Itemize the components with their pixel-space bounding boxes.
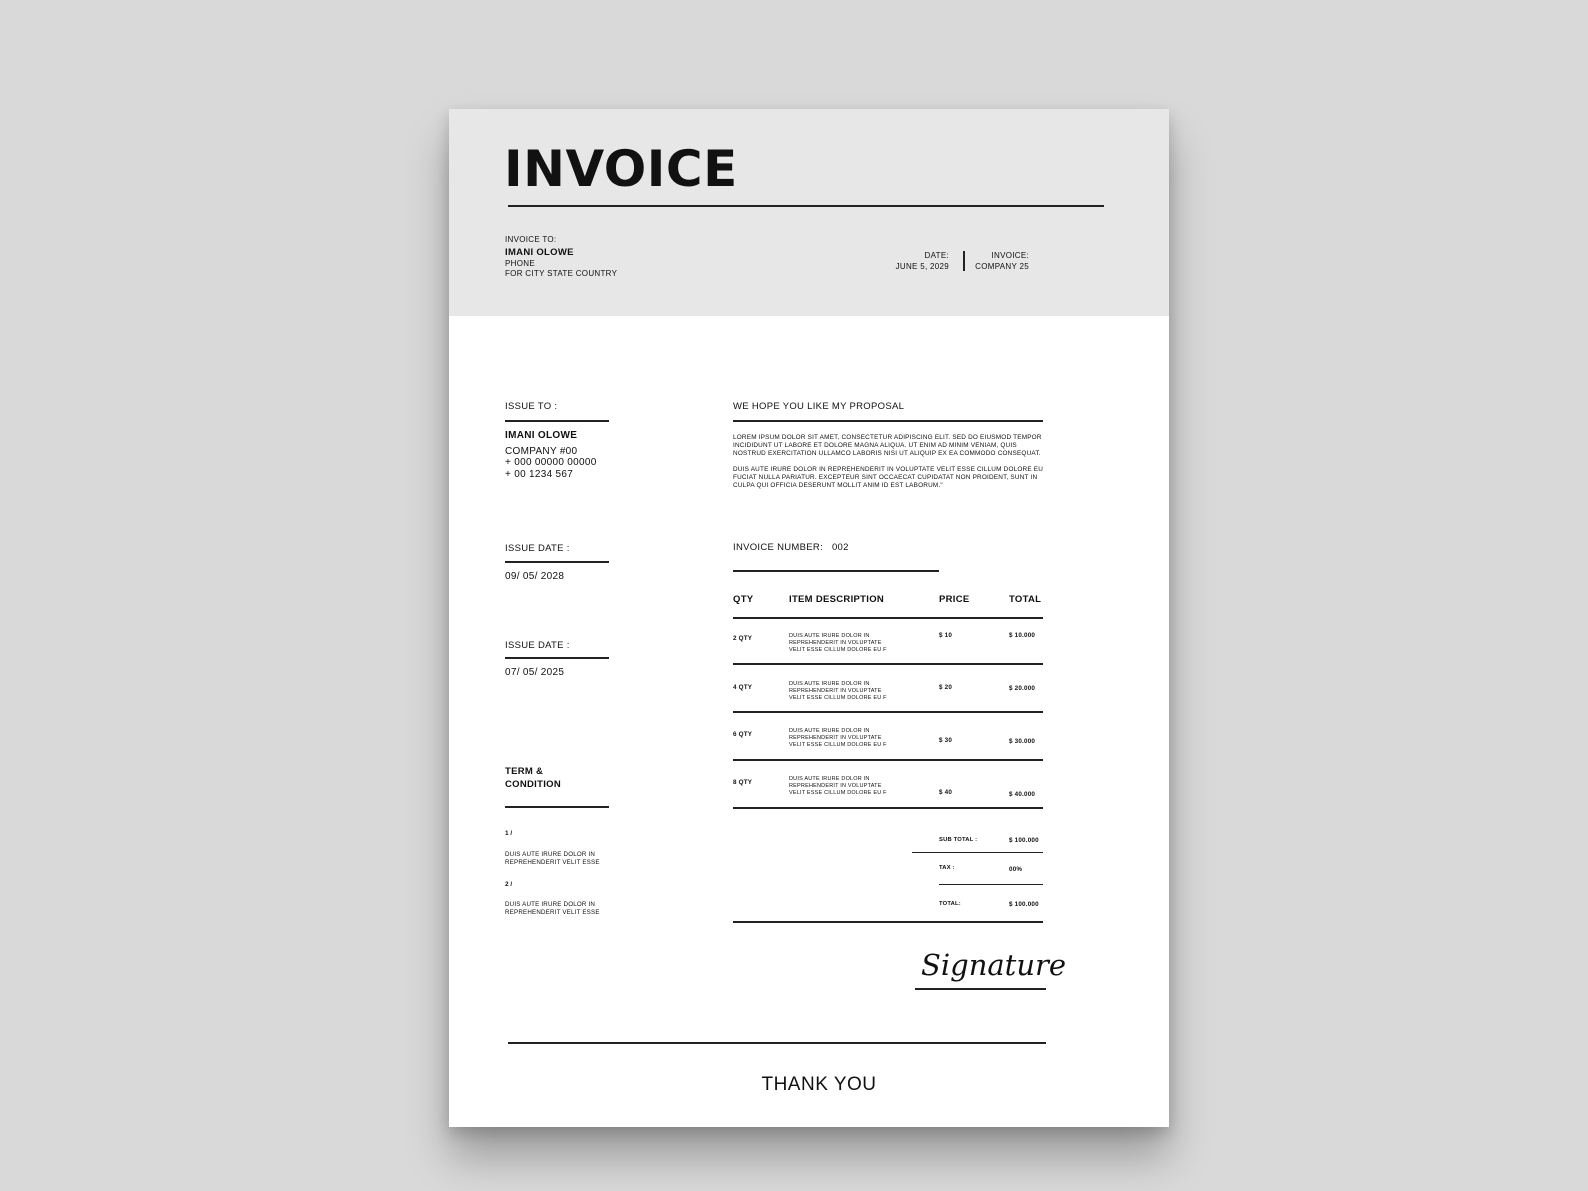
row-4-qty: 8 QTY: [733, 779, 753, 786]
signature-block: [919, 941, 1067, 991]
term-1-text: [505, 851, 600, 867]
tax-label: TAX :: [939, 865, 955, 871]
proposal-paragraph-1: LOREM IPSUM DOLOR SIT AMET, CONSECTETUR ADIPISCING ELIT. SED DO EIUSMOD TEMPOR INCIDIDUNT UT LABORE ET DOLORE MAGNA ALIQUA. UT ENIM AD MINIM VENIAM, QUIS NOSTRUD EXERCITATION ULLAMCO LABORIS NISI UT ALIQUIP EX EA COMMODO CONSEQUAT.: [733, 434, 1042, 457]
invoice-to-label: INVOICE TO:: [505, 235, 557, 244]
row-4-total: $ 40.000: [1009, 791, 1036, 798]
row-3-desc: DUIS AUTE IRURE DOLOR IN REPREHENDERIT IN VOLUPTATE VELIT ESSE CILLUM DOLORE EU F: [789, 728, 887, 748]
issue-to-details: [505, 430, 597, 480]
issue-to-phone2: + 00 1234 567: [505, 468, 574, 480]
signature-text: Signature: [921, 948, 1067, 982]
invoice-title: INVOICE: [504, 140, 738, 198]
invoice-number-rule: [733, 570, 939, 572]
term-1-line1: DUIS AUTE IRURE DOLOR IN: [505, 851, 596, 858]
proposal-rule: [733, 420, 1043, 422]
subtotal-label: SUB TOTAL :: [939, 837, 978, 843]
header-divider: [508, 205, 1104, 207]
row-1-total: $ 10.000: [1009, 632, 1036, 639]
date-value: JUNE 5, 2029: [895, 261, 949, 271]
proposal-paragraph-2: DUIS AUTE IRURE DOLOR IN REPREHENDERIT IN VOLUPTATE VELIT ESSE CILLUM DOLORE EU FUCIAT NULLA PARIATUR. EXCEPTEUR SINT OCCAECAT CUPIDATAT NON PROIDENT, SUNT IN CULPA QUI OFFICIA DESERUNT MOLLIT ANIM ID EST LABORUM.": [733, 466, 1044, 489]
tax-value: 00%: [1009, 866, 1023, 873]
footer-rule: [508, 1042, 1046, 1044]
issue-to-company: COMPANY #00: [505, 445, 578, 457]
date-block: [849, 251, 949, 272]
row-2-price: $ 20: [939, 684, 953, 691]
row-2-total: $ 20.000: [1009, 685, 1036, 692]
subtotal-value: $ 100.000: [1009, 837, 1039, 844]
client-address: FOR CITY STATE COUNTRY: [505, 269, 618, 278]
tax-rule: [939, 884, 1043, 885]
term-2-text: [505, 901, 600, 917]
col-desc-header: ITEM DESCRIPTION: [789, 594, 885, 605]
invoice-number: [733, 542, 849, 553]
issue-to-phone1: + 000 00000 00000: [505, 457, 597, 468]
row-4-price: $ 40: [939, 789, 953, 796]
row-1-qty: 2 QTY: [733, 635, 753, 642]
term-2-number: 2 /: [505, 881, 513, 888]
proposal-heading: WE HOPE YOU LIKE MY PROPOSAL: [733, 401, 905, 412]
terms-heading-line1: TERM &: [505, 766, 544, 777]
thank-you-text: THANK YOU: [761, 1074, 877, 1095]
issue-date-1-label: ISSUE DATE :: [505, 543, 570, 554]
totals-rule: [733, 921, 1043, 923]
invoice-header: [449, 109, 1169, 316]
row-2-desc: DUIS AUTE IRURE DOLOR IN REPREHENDERIT IN VOLUPTATE VELIT ESSE CILLUM DOLORE EU F: [789, 681, 887, 701]
terms-heading-line2: CONDITION: [505, 779, 562, 790]
row-3-rule: [733, 759, 1043, 761]
col-price-header: PRICE: [939, 594, 970, 605]
invoice-ref-value: COMPANY 25: [975, 261, 1029, 271]
invoice-ref-label: INVOICE:: [991, 251, 1029, 260]
row-4-desc: DUIS AUTE IRURE DOLOR IN REPREHENDERIT IN VOLUPTATE VELIT ESSE CILLUM DOLORE EU F: [789, 776, 887, 796]
row-3-price: $ 30: [939, 737, 953, 744]
issue-date-2-rule: [505, 657, 609, 659]
row-2-rule: [733, 711, 1043, 713]
invoice-ref-block: [969, 251, 1029, 272]
row-1-desc: DUIS AUTE IRURE DOLOR IN REPREHENDERIT IN VOLUPTATE VELIT ESSE CILLUM DOLORE EU F: [789, 633, 887, 653]
row-1-rule: [733, 663, 1043, 665]
row-2-qty: 4 QTY: [733, 684, 753, 691]
invoice-page: [449, 109, 1169, 1127]
invoice-to-block: [505, 235, 617, 280]
row-4-rule: [733, 807, 1043, 809]
invoice-number-value: 002: [831, 542, 849, 553]
signature-image: [919, 941, 1067, 986]
issue-to-rule: [505, 420, 609, 422]
col-qty-header: QTY: [733, 594, 754, 605]
terms-rule: [505, 806, 609, 808]
issue-to-label: ISSUE TO :: [505, 401, 558, 412]
issue-to-name: IMANI OLOWE: [505, 430, 578, 441]
term-1-number: 1 /: [505, 830, 513, 837]
date-separator: [963, 251, 965, 271]
issue-date-1-rule: [505, 561, 609, 563]
terms-heading: [505, 765, 561, 791]
date-label: DATE:: [924, 251, 949, 260]
row-3-total: $ 30.000: [1009, 738, 1036, 745]
term-2-line2: REPREHENDERIT VELIT ESSE: [505, 909, 600, 916]
issue-date-2-label: ISSUE DATE :: [505, 640, 570, 651]
subtotal-rule: [912, 852, 1043, 853]
table-header-rule: [733, 617, 1043, 619]
total-label: TOTAL:: [939, 901, 961, 907]
total-value: $ 100.000: [1009, 901, 1039, 908]
client-name: IMANI OLOWE: [505, 246, 574, 258]
col-total-header: TOTAL: [1009, 594, 1042, 605]
client-phone: PHONE: [505, 258, 535, 268]
signature-rule: [915, 988, 1046, 990]
row-3-qty: 6 QTY: [733, 731, 753, 738]
row-1-price: $ 10: [939, 632, 953, 639]
invoice-number-label: INVOICE NUMBER:: [733, 542, 824, 553]
issue-date-2-value: 07/ 05/ 2025: [505, 667, 565, 678]
term-2-line1: DUIS AUTE IRURE DOLOR IN: [505, 901, 596, 908]
issue-date-1-value: 09/ 05/ 2028: [505, 571, 565, 582]
term-1-line2: REPREHENDERIT VELIT ESSE: [505, 859, 600, 866]
